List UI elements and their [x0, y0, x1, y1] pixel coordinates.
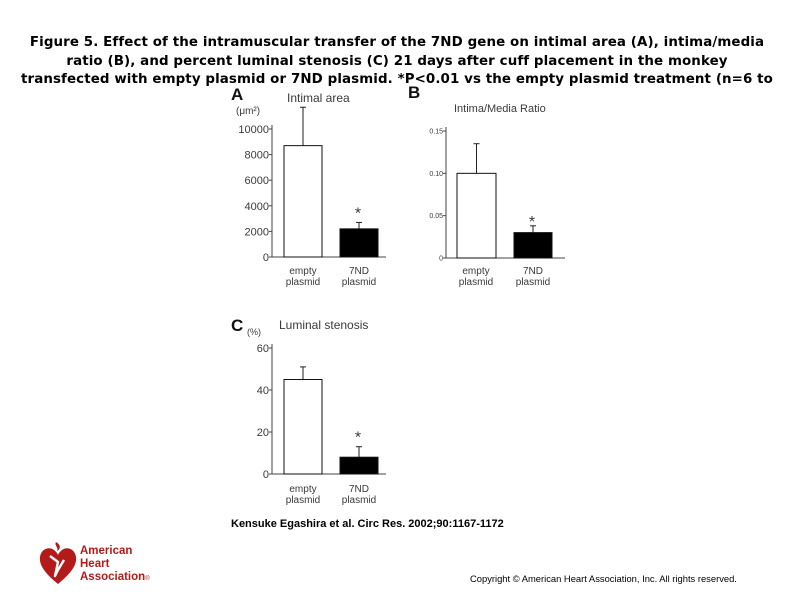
panel-a-title: Intimal area: [287, 91, 350, 105]
panel-b-ytick-label: 0.15: [429, 128, 443, 136]
panel-c-bar: [340, 457, 378, 474]
panel-c-bar: [284, 380, 322, 475]
panel-b-category-label: plasmid: [458, 277, 494, 288]
panel-b-letter: B: [408, 83, 421, 102]
panel-c-ytick-label: 0: [262, 468, 269, 481]
aha-logo-line-2: Heart: [80, 558, 110, 570]
panel-c-letter: C: [231, 316, 244, 335]
panel-a-ytick-label: 0: [262, 251, 269, 264]
panel-c-category-label: plasmid: [285, 495, 321, 506]
heart-torch-icon: [38, 540, 78, 586]
panel-a-category-label: plasmid: [341, 277, 377, 288]
panel-c-category-label: empty: [289, 484, 317, 495]
panel-a-significance-star: *: [354, 205, 362, 223]
panel-a-bar: [284, 146, 322, 257]
panel-a-ytick-label: 4000: [244, 200, 269, 213]
caption-line-2: ratio (B), and percent luminal stenosis (C) 21 days after cuff placement in the monkey: [66, 53, 728, 69]
panel-b-title: Intima/Media Ratio: [454, 103, 546, 115]
panel-a-ytick-label: 2000: [244, 226, 269, 239]
panel-b-ytick-label: 0.10: [429, 170, 443, 178]
panel-b-bar: [457, 173, 496, 258]
copyright-notice: Copyright © American Heart Association, Inc. All rights reserved.: [470, 573, 737, 584]
registered-mark: ®: [145, 576, 150, 582]
panel-c-ytick-label: 60: [256, 342, 269, 355]
panel-a-ytick-label: 6000: [244, 175, 269, 188]
aha-logo-line-3: [80, 571, 150, 586]
panel-b-category-label: empty: [462, 266, 490, 277]
panel-a-category-label: plasmid: [285, 277, 321, 288]
aha-logo-line-3-text: Association: [80, 571, 146, 583]
panel-c-ylabel: (%): [247, 327, 261, 337]
panel-b-significance-star: *: [528, 213, 536, 231]
caption-line-3: transfected with empty plasmid or 7ND plasmid. *P<0.01 vs the empty plasmid treatment (n=6 to: [21, 72, 773, 87]
panel-b-category-label: plasmid: [515, 277, 551, 288]
panel-b-category-label: 7ND: [522, 266, 544, 277]
panel-c-category-label: plasmid: [341, 495, 377, 506]
panel-a-letter: A: [231, 85, 244, 104]
panel-c-ytick-label: 20: [256, 426, 269, 439]
panel-c-significance-star: *: [354, 429, 362, 447]
aha-logo: [38, 540, 158, 588]
panel-a-bar: [340, 229, 378, 257]
panel-a-category-label: empty: [289, 266, 317, 277]
caption-line-1: Figure 5. Effect of the intramuscular transfer of the 7ND gene on intimal area (A), intima/media: [29, 35, 765, 50]
panel-a-ytick-label: 10000: [238, 123, 269, 136]
panel-b-ytick-label: 0.05: [429, 213, 443, 221]
panel-c-title: Luminal stenosis: [279, 318, 369, 332]
panel-c-category-label: 7ND: [348, 484, 370, 495]
panel-b-ytick-label: 0: [439, 255, 443, 263]
panel-b-bar: [514, 233, 552, 258]
citation: Kensuke Egashira et al. Circ Res. 2002;90:1167-1172: [231, 518, 504, 530]
panel-a-category-label: 7ND: [348, 266, 370, 277]
aha-logo-text: [80, 545, 150, 586]
panel-a-ytick-label: 8000: [244, 149, 269, 162]
aha-logo-line-1: American: [80, 545, 133, 557]
panel-a-ylabel: (μm²): [236, 106, 261, 117]
panel-c-ytick-label: 40: [256, 384, 269, 397]
